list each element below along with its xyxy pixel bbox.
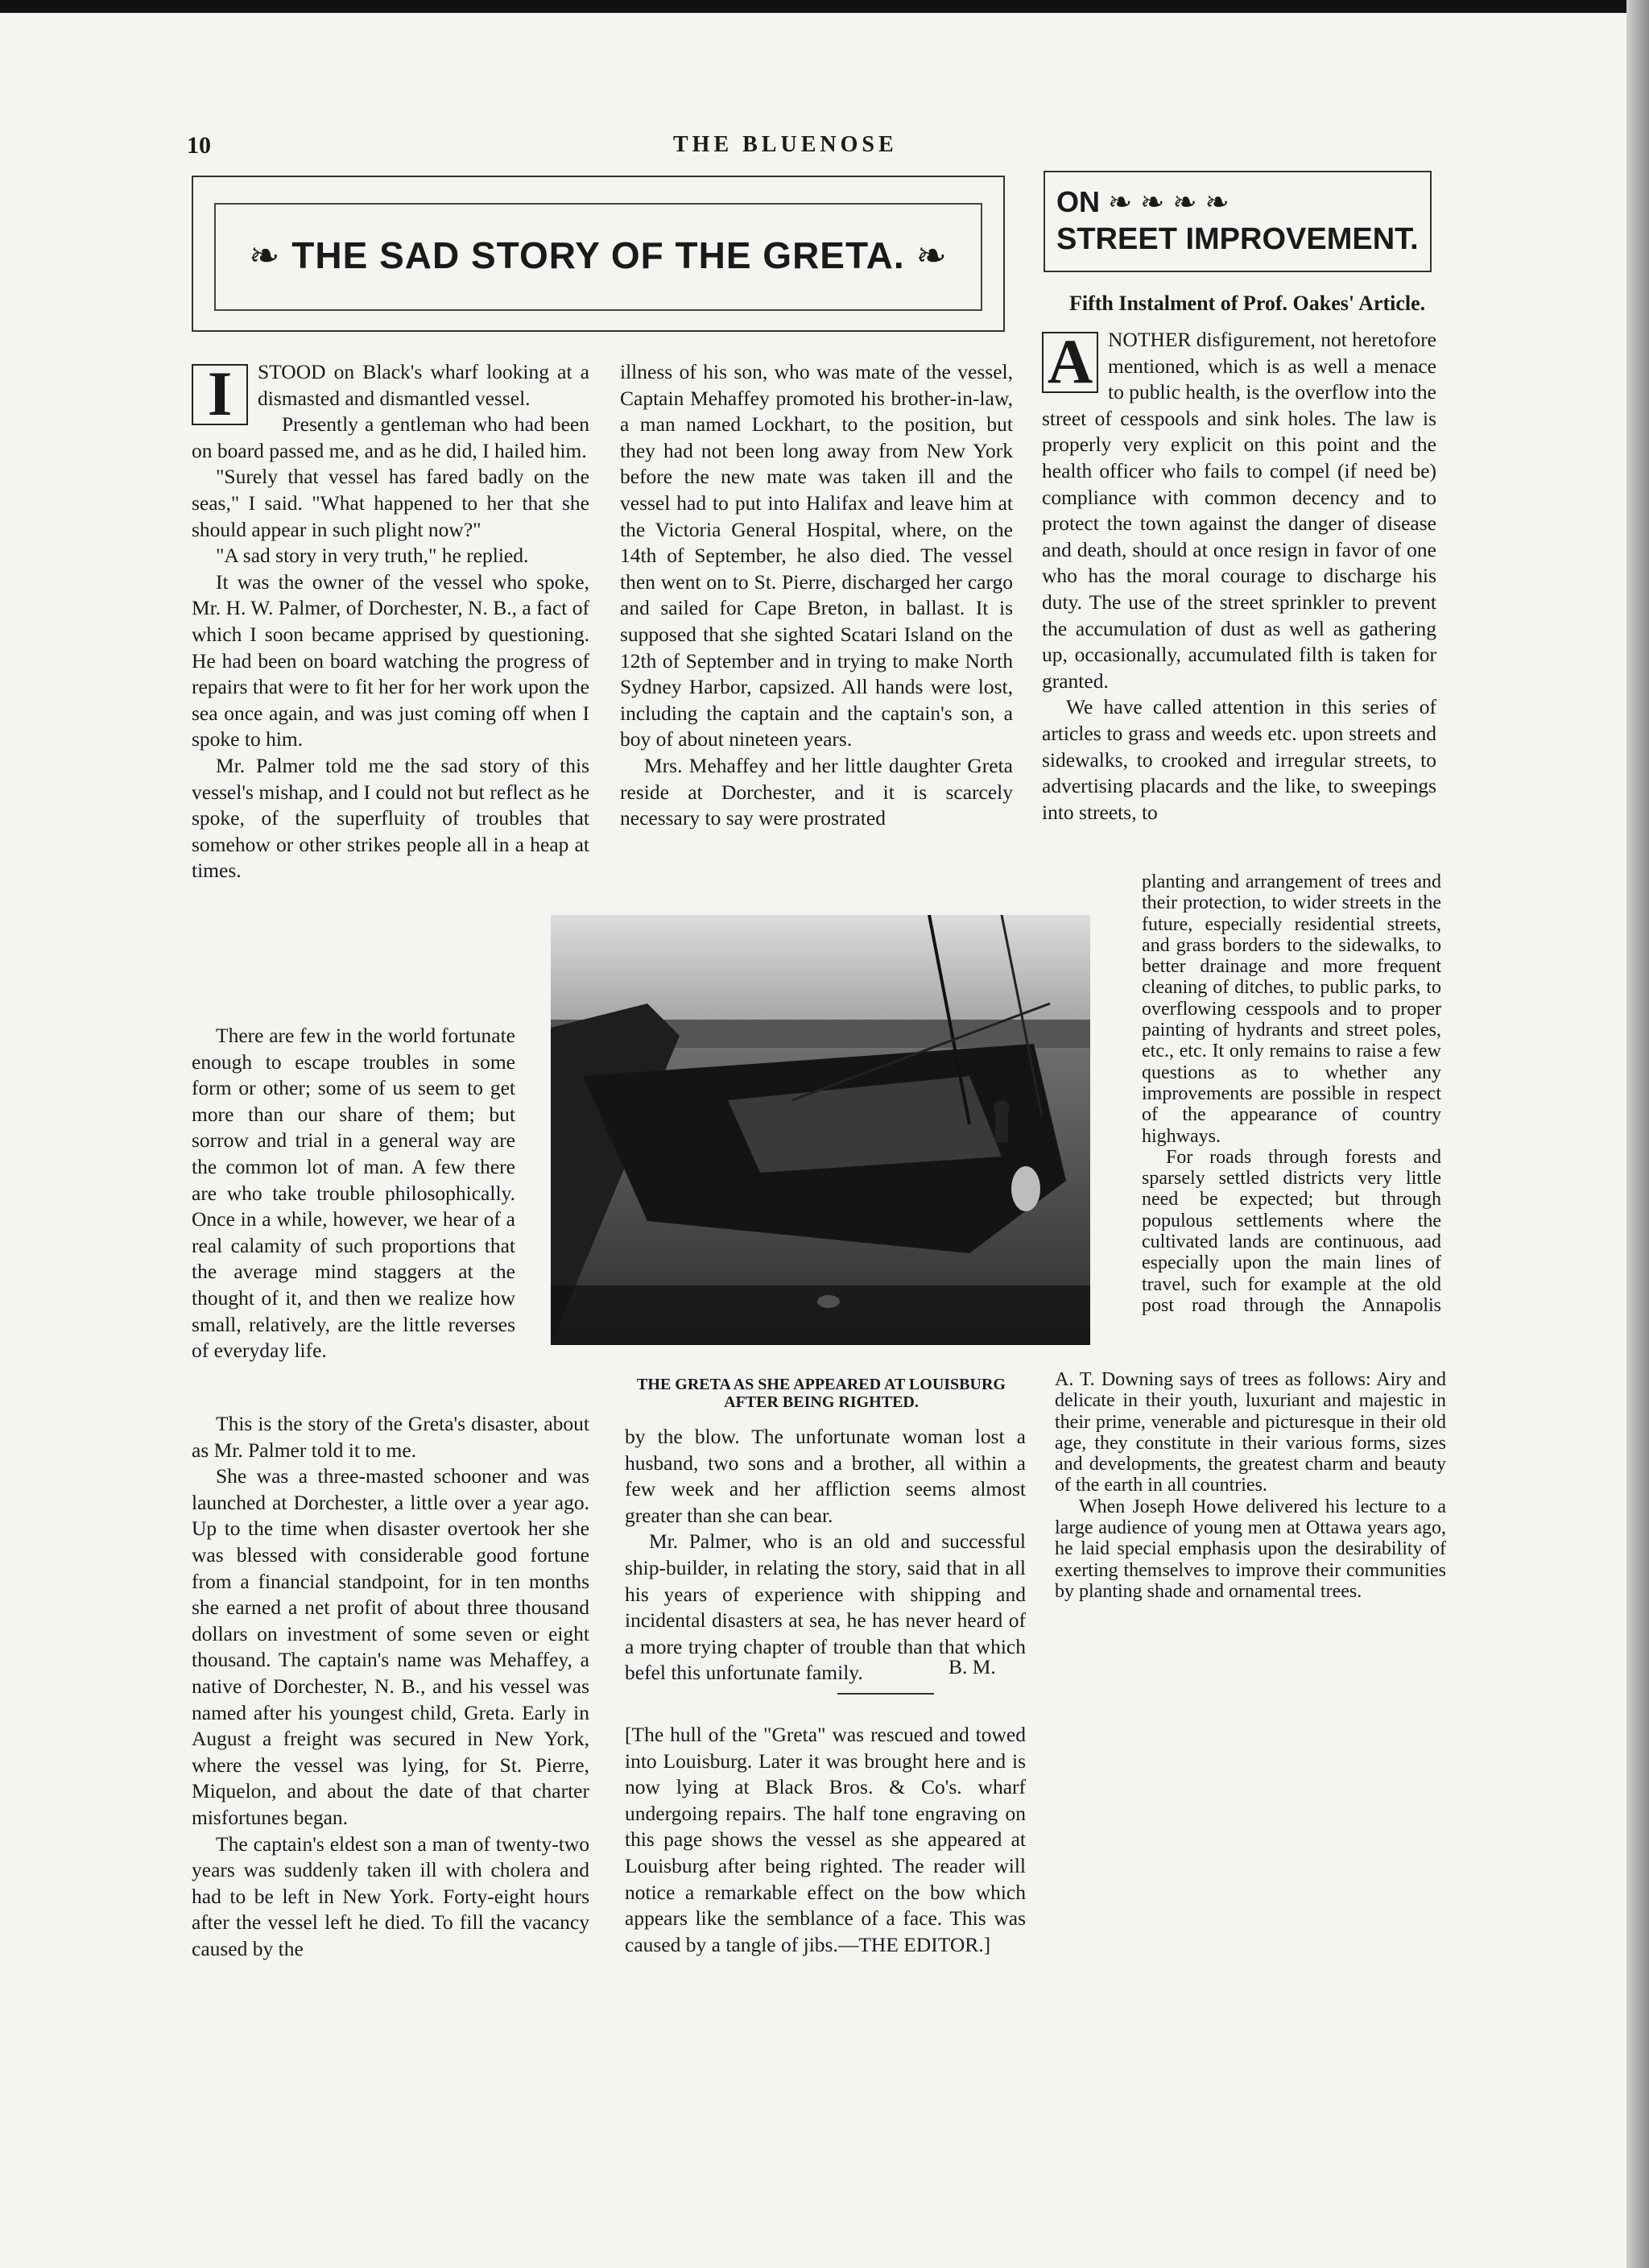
paragraph: For roads through forests and sparsely settled districts very little need be expected; but through populous settlements where the cultivated lands are continuous, aad especially upon the main lines of travel, such for example at the old post road through the Annapolis bbox=[1142, 1146, 1441, 1316]
photo-caption: THE GRETA AS SHE APPEARED AT LOUISBURG AFTER BEING RIGHTED. bbox=[637, 1376, 1006, 1411]
paragraph: The captain's eldest son a man of twenty-two years was suddenly taken ill with cholera and had to be left in New York. Forty-eight hours after the vessel left he died. To fill the vacancy caused by the bbox=[192, 1831, 589, 1960]
signature-rule bbox=[837, 1693, 934, 1695]
running-head: THE BLUENOSE bbox=[673, 132, 898, 157]
paragraph: Presently a gentleman who had been on board passed me, and as he did, I hailed him. bbox=[192, 412, 589, 462]
sidebar-column-3-lower bbox=[1055, 1369, 1446, 1602]
paragraph-text: STOOD on Black's wharf looking at a dismasted and dismantled vessel. bbox=[258, 360, 589, 410]
paragraph: She was a three-masted schooner and was launched at Dorchester, a little over a year ago. Up to the time when disaster overtook her she was blessed with considerable good fortune from a financial standpoint, for in ten months she earned a net profit of about three thousand dollars on investment of some seven or eight thousand. The captain's name was Mehaffey, a native of Dorchester, N. B., and his vessel was named after his youngest child, Greta. Early in August a freight was secured in New York, where the vessel was lying, for St. Pierre, Miquelon, and about the date of that charter misfortunes began. bbox=[192, 1464, 589, 1829]
page-number: 10 bbox=[187, 132, 211, 159]
signature: B. M. bbox=[948, 1655, 996, 1678]
paragraph: Mr. Palmer, who is an old and successful ship-builder, in relating the story, said that in all his years of experience with shipping and incidental disasters at sea, he has never heard of a more trying chapter of trouble than that which befel this unfortunate family. bbox=[625, 1529, 1026, 1685]
paragraph: "A sad story in very truth," he replied. bbox=[216, 544, 529, 568]
paragraph: There are few in the world fortunate enough to escape troubles in some form or other; some of us seem to get more than our share of them; but sorrow and trial in a general way are the common lot of man. A few there are who take trouble philosophically. Once in a while, however, we hear of a real calamity of such proportions that the average mind staggers at the thought of it, and then we realize how small, relatively, are the little reverses of everyday life. bbox=[192, 1024, 515, 1363]
paragraph: When Joseph Howe delivered his lecture to a large audience of young men at Ottawa years ago, he laid special emphasis upon the desirability of exerting themselves to improve their communities by planting shade and ornamental trees. bbox=[1055, 1496, 1446, 1602]
paragraph: by the blow. The unfortunate woman lost a husband, two sons and a brother, all within a few week and her affliction seems almost greater than she can bear. bbox=[625, 1425, 1026, 1527]
paragraph bbox=[1042, 327, 1436, 694]
greta-halftone-photo bbox=[551, 915, 1090, 1345]
editor-note bbox=[625, 1722, 1026, 1958]
paragraph: Mr. Palmer told me the sad story of this vessel's mishap, and I could not but reflect as he spoke, of the superfluity of troubles that somehow or other strikes people all in a heap at times. bbox=[192, 753, 589, 883]
paragraph: "Surely that vessel has fared badly on the seas," I said. "What happened to her that she should appear in such plight now?" bbox=[192, 465, 589, 541]
story-column-1-lower bbox=[192, 1411, 589, 1962]
paragraph bbox=[192, 358, 589, 428]
paragraph: A. T. Downing says of trees as follows: Airy and delicate in their youth, luxuriant and majestic in their prime, venerable and picturesque in their old age, they constitute in their various forms, sizes and developments, the greatest charm and beauty of the earth in all countries. bbox=[1055, 1369, 1446, 1496]
sidebar-title-line1: ON ❧ ❧ ❧ ❧ bbox=[1056, 185, 1230, 218]
story-column-2 bbox=[620, 359, 1013, 832]
story-headline: ❧ THE SAD STORY OF THE GRETA. ❧ bbox=[248, 234, 948, 276]
sidebar-column-3-wrapped bbox=[1142, 871, 1441, 1318]
story-column-2-lower bbox=[625, 1424, 1026, 1687]
scan-top-border bbox=[0, 0, 1649, 13]
sidebar-subtitle: Fifth Instalment of Prof. Oakes' Article. bbox=[1069, 292, 1426, 315]
paragraph: It was the owner of the vessel who spoke, Mr. H. W. Palmer, of Dorchester, N. B., a fact of which I soon became apprised by questioning. He had been on board watching the progress of repairs that were to fit her for her work upon the sea once again, and was just coming off when I spoke to him. bbox=[192, 569, 589, 751]
sidebar-column-3 bbox=[1042, 327, 1436, 826]
paragraph: illness of his son, who was mate of the vessel, Captain Mehaffey promoted his brother-in-law, a man named Lockhart, to the position, but they had not been long away from New York before the new mate was taken ill and the vessel had to put into Halifax and leave him at the Victoria General Hospital, where, on the 14th of September, he also died. The vessel then went on to St. Pierre, discharged her cargo and sailed for Cape Breton, in ballast. It is supposed that she sighted Scatari Island on the 12th of September and in trying to make North Sydney Harbor, capsized. All hands were lost, including the captain and the captain's son, a boy of about nineteen years. bbox=[620, 360, 1013, 751]
scan-right-edge bbox=[1626, 0, 1649, 2268]
sidebar-title-box bbox=[1044, 171, 1432, 272]
drop-cap: A bbox=[1042, 332, 1098, 393]
sidebar-title-line2: STREET IMPROVEMENT. bbox=[1056, 222, 1419, 256]
paragraph: We have called attention in this series of articles to grass and weeds etc. upon streets and sidewalks, to crooked and irregular streets, to advertising placards and the like, to sweepings into streets, to bbox=[1042, 695, 1436, 824]
paragraph: [The hull of the "Greta" was rescued and towed into Louisburg. Later it was brought here and is now lying at Black Bros. & Co's. wharf undergoing repairs. The half tone engraving on this page shows the vessel as she appeared at Louisburg after being righted. The reader will notice a remarkable effect on the bow which appears like the semblance of a face. This was caused by a tangle of jibs.—THE EDITOR.] bbox=[625, 1723, 1026, 1956]
paragraph: Mrs. Mehaffey and her little daughter Greta reside at Dorchester, and it is scarcely necessary to say were prostrated bbox=[620, 753, 1013, 830]
drop-cap: I bbox=[192, 364, 248, 425]
paragraph: This is the story of the Greta's disaster, about as Mr. Palmer told it to me. bbox=[192, 1412, 589, 1462]
greta-photo-illustration bbox=[551, 915, 1090, 1345]
paragraph-text: NOTHER disfigurement, not heretofore mentioned, which is as well a menace to public health, is the overflow into the street of cesspools and sink holes. The law is properly very explicit on this point and the health officer who fails to compel (if need be) compliance with common decency and to protect the town against the danger of disease and death, should at once resign in favor of one who has the moral courage to discharge his duty. The use of the street sprinkler to prevent the accumulation of dust as well as gathering up, occasionally, accumulated filth is taken for granted. bbox=[1042, 328, 1436, 693]
story-column-1 bbox=[192, 359, 589, 884]
story-column-1-wrapped bbox=[192, 1023, 515, 1364]
paragraph: planting and arrangement of trees and their protection, to wider streets in the future, especially residential streets, and grass borders to the sidewalks, to better drainage and more frequent cleaning of ditches, to public parks, to overflowing cesspools and to proper painting of hydrants and street poles, etc., etc. It only remains to raise a few questions as to whether any improvements are possible in respect of the appearance of country highways. bbox=[1142, 871, 1441, 1147]
